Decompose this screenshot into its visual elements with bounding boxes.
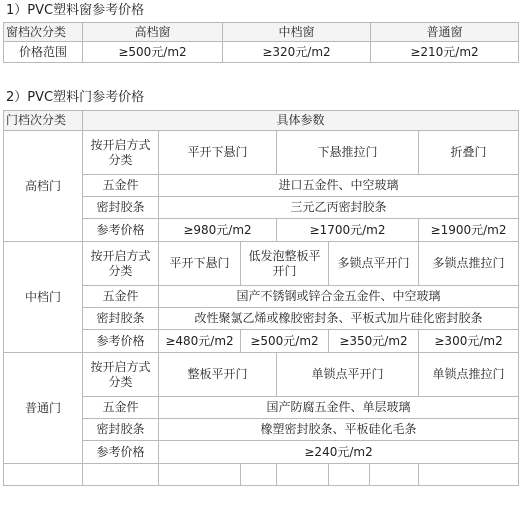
- normal-hardware-value: 国产防腐五金件、单层玻璃: [159, 397, 519, 419]
- normal-grade-label: 普通门: [4, 353, 83, 464]
- mid-hardware-value: 国产不锈钢或锌合金五金件、中空玻璃: [159, 286, 519, 308]
- window-high-price: ≥500元/m2: [83, 42, 223, 63]
- normal-price-value: ≥240元/m2: [159, 441, 519, 464]
- high-price-3: ≥1900元/m2: [419, 219, 519, 242]
- window-normal-header: 普通窗: [371, 23, 519, 42]
- mid-price-2: ≥500元/m2: [241, 330, 329, 353]
- normal-hardware-label: 五金件: [83, 397, 159, 419]
- mid-price-1: ≥480元/m2: [159, 330, 241, 353]
- empty-row: [4, 464, 519, 486]
- mid-opening-3: 多锁点平开门: [329, 242, 419, 286]
- mid-hardware-label: 五金件: [83, 286, 159, 308]
- high-price-label: 参考价格: [83, 219, 159, 242]
- normal-opening-label: 按开启方式分类: [83, 353, 159, 397]
- normal-seal-label: 密封胶条: [83, 419, 159, 441]
- window-price-heading: 1）PVC塑料窗参考价格: [6, 3, 145, 18]
- mid-price-3: ≥350元/m2: [329, 330, 419, 353]
- door-category-header: 门档次分类: [4, 111, 83, 131]
- high-seal-label: 密封胶条: [83, 197, 159, 219]
- empty-cell: [4, 464, 83, 486]
- empty-cell: [83, 464, 159, 486]
- mid-opening-label: 按开启方式分类: [83, 242, 159, 286]
- window-price-table: [3, 22, 519, 63]
- normal-price-label: 参考价格: [83, 441, 159, 464]
- window-price-row: [4, 42, 519, 63]
- mid-grade-label: 中档门: [4, 242, 83, 353]
- empty-cell: [159, 464, 241, 486]
- door-price-table: [3, 110, 519, 486]
- empty-cell: [241, 464, 277, 486]
- window-category-header: 窗档次分类: [4, 23, 83, 42]
- high-hardware-label: 五金件: [83, 175, 159, 197]
- window-normal-price: ≥210元/m2: [371, 42, 519, 63]
- normal-opening-2: 单锁点平开门: [277, 353, 419, 397]
- high-opening-3: 折叠门: [419, 131, 519, 175]
- window-mid-price: ≥320元/m2: [223, 42, 371, 63]
- empty-cell: [329, 464, 370, 486]
- mid-opening-1: 平开下悬门: [159, 242, 241, 286]
- door-header-row: [4, 111, 519, 131]
- window-header-row: [4, 23, 519, 42]
- door-params-header: 具体参数: [83, 111, 519, 131]
- high-hardware-value: 进口五金件、中空玻璃: [159, 175, 519, 197]
- normal-opening-3: 单锁点推拉门: [419, 353, 519, 397]
- high-price-1: ≥980元/m2: [159, 219, 277, 242]
- normal-seal-value: 橡塑密封胶条、平板硅化毛条: [159, 419, 519, 441]
- high-grade-label: 高档门: [4, 131, 83, 242]
- normal-opening-1: 整板平开门: [159, 353, 277, 397]
- window-price-label: 价格范围: [4, 42, 83, 63]
- high-price-2: ≥1700元/m2: [277, 219, 419, 242]
- window-high-header: 高档窗: [83, 23, 223, 42]
- mid-opening-row: [4, 242, 519, 286]
- empty-cell: [370, 464, 419, 486]
- empty-cell: [419, 464, 519, 486]
- mid-opening-4: 多锁点推拉门: [419, 242, 519, 286]
- high-opening-label: 按开启方式分类: [83, 131, 159, 175]
- window-mid-header: 中档窗: [223, 23, 371, 42]
- empty-cell: [277, 464, 329, 486]
- mid-price-label: 参考价格: [83, 330, 159, 353]
- normal-opening-row: [4, 353, 519, 397]
- high-opening-row: [4, 131, 519, 175]
- mid-opening-2: 低发泡整板平开门: [241, 242, 329, 286]
- mid-seal-label: 密封胶条: [83, 308, 159, 330]
- mid-seal-value: 改性聚氯乙烯或橡胶密封条、平板式加片硅化密封胶条: [159, 308, 519, 330]
- high-opening-1: 平开下悬门: [159, 131, 277, 175]
- high-opening-2: 下悬推拉门: [277, 131, 419, 175]
- mid-price-4: ≥300元/m2: [419, 330, 519, 353]
- high-seal-value: 三元乙丙密封胶条: [159, 197, 519, 219]
- door-price-heading: 2）PVC塑料门参考价格: [6, 90, 145, 105]
